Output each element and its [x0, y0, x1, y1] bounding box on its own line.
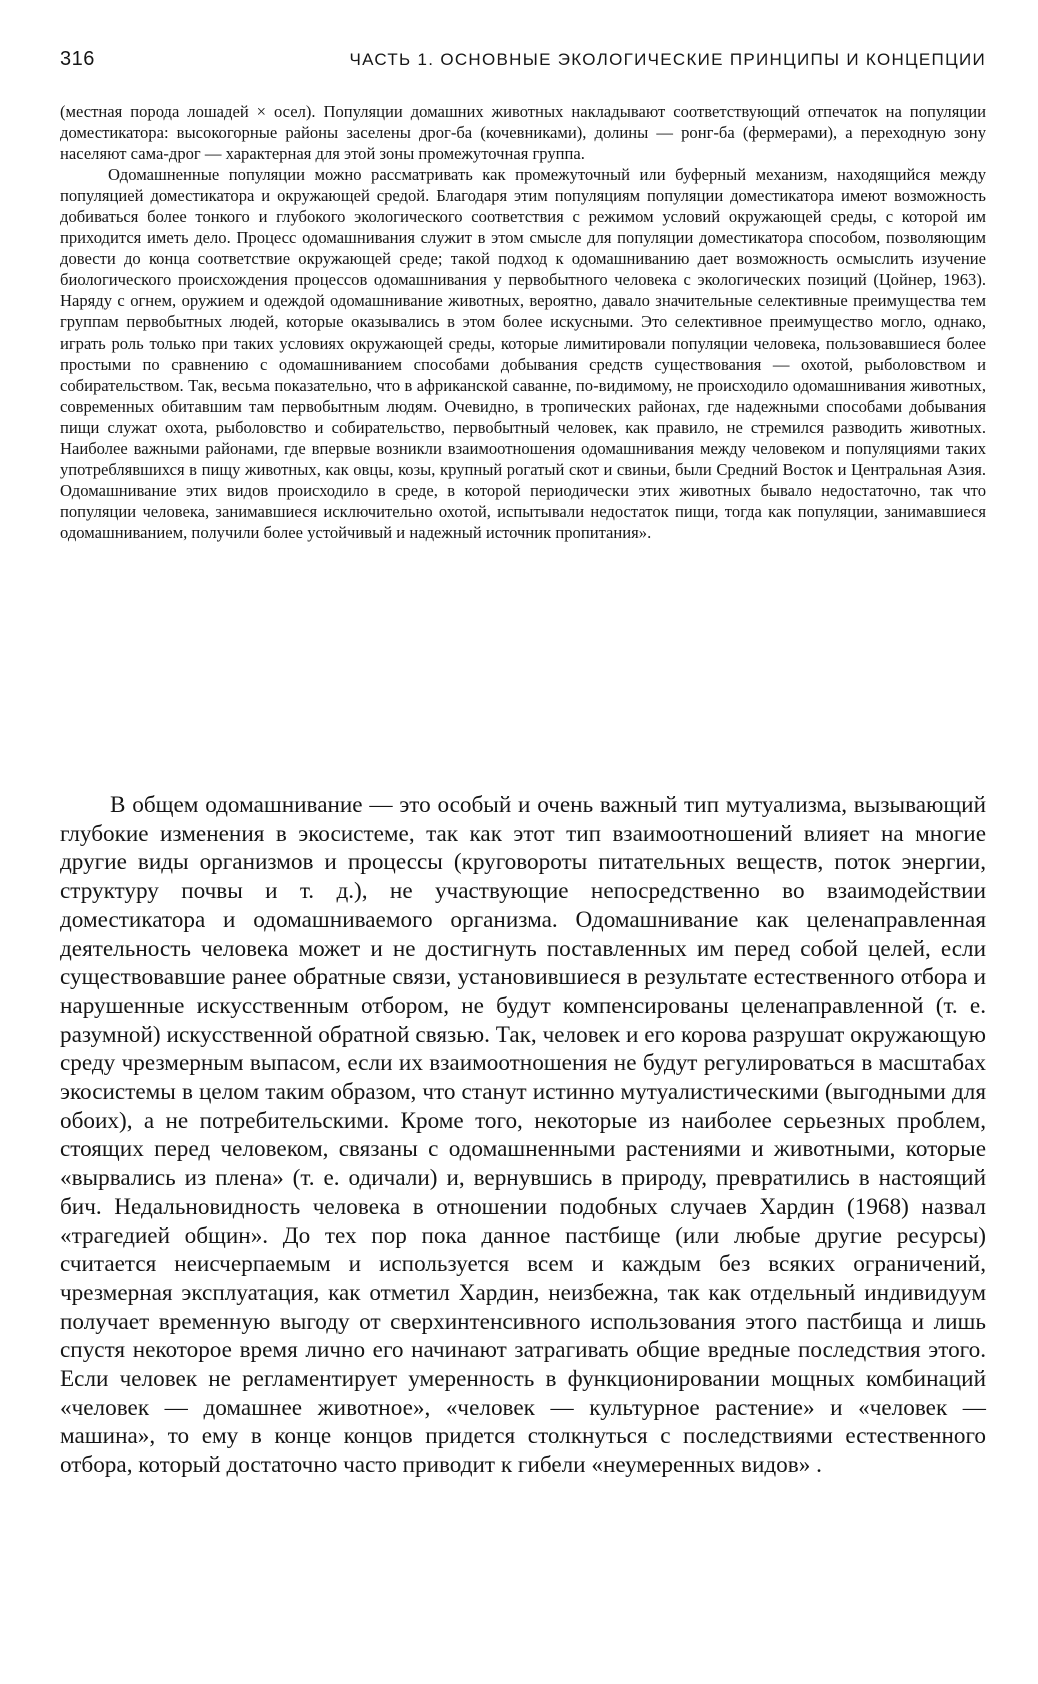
- body-paragraph: В общем одомашнивание — это особый и очень важный тип мутуализма, вызывающий глубокие изменения в экосистеме, так как этот тип взаимоотношений влияет на многие другие виды организмов и процессы (круговороты питательных веществ, поток энергии, структуру почвы и т. д.), не участвующие непосредственно во взаимодействии доместикатора и одомашниваемого организма. Одомашнивание как целенаправленная деятельность человека может и не достигнуть поставленных им перед собой целей, если существовавшие ранее обратные связи, установившиеся в результате естественного отбора и нарушенные искусственным отбором, не будут компенсированы целенаправленной (т. е. разумной) искусственной обратной связью. Так, человек и его корова разрушат окружающую среду чрезмерным выпасом, если их взаимоотношения не будут регулироваться в масштабах экосистемы в целом таким образом, что станут истинно мутуалистическими (выгодными для обоих), а не потребительскими. Кроме того, некоторые из наиболее серьезных проблем, стоящих перед человеком, связаны с одомашненными растениями и животными, которые «вырвались из плена» (т. е. одичали) и, вернувшись в природу, превратились в настоящий бич. Недальновидность человека в отношении подобных случаев Хардин (1968) назвал «трагедией общин». До тех пор пока данное пастбище (или любые другие ресурсы) считается неисчерпаемым и используется всем и каждым без всяких ограничений, чрезмерная эксплуатация, как отметил Хардин, неизбежна, так как отдельный индивидуум получает временную выгоду от сверхинтенсивного использования этого пастбища и лишь спустя некоторое время лично его начинают затрагивать общие вредные последствия этого. Если человек не регламентирует умеренность в функционировании мощных комбинаций «человек — домашнее животное», «человек — культурное растение» и «человек — машина», то ему в конце концов придется столкнуться с последствиями естественного отбора, который достаточно часто приводит к гибели «неумеренных видов» .: [60, 792, 986, 1479]
- page-header: [60, 48, 986, 78]
- page-number: 316: [60, 48, 95, 70]
- main-body-text: [60, 791, 986, 1480]
- small-print-paragraph: (местная порода лошадей × осел). Популяции домашних животных накладывают соответствующий отпечаток на популяции доместикатора: высокогорные районы заселены дрог-ба (кочевниками), долины — ронг-ба (фермерами), а переходную зону населяют сама-дрог — характерная для этой зоны промежуточная группа.: [60, 102, 986, 164]
- small-print-quotation: [60, 101, 986, 543]
- small-print-paragraph: Одомашненные популяции можно рассматривать как промежуточный или буферный механизм, находящийся между популяцией доместикатора и окружающей средой. Благодаря этим популяциям популяции доместикатора имеют возможность добиваться более тонкого и глубокого экологического соответствия с режимом условий окружающей среды, с которой им приходится иметь дело. Процесс одомашнивания служит в этом смысле для популяции доместикатора способом, позволяющим довести до конца соответствие окружающей среде; такой подход к одомашниванию дает возможность осмыслить изучение биологического происхождения процессов одомашнивания у первобытного человека с экологических позиций (Цойнер, 1963). Наряду с огнем, оружием и одеждой одомашнивание животных, вероятно, давало значительные селективные преимущества тем группам первобытных людей, которые оказывались в этом более искусными. Это селективное преимущество могло, однако, играть роль только при таких условиях окружающей среды, которые лимитировали популяции человека, пользовавшиеся более простыми по сравнению с одомашниванием способами добывания средств существования — охотой, рыболовством и собирательством. Так, весьма показательно, что в африканской саванне, по-видимому, не происходило одомашнивания животных, современных обитавшим там первобытным людям. Очевидно, в тропических районах, где надежными способами добывания пищи служат охота, рыболовство и собирательство, первобытный человек, как правило, не стремился разводить животных. Наиболее важными районами, где впервые возникли взаимоотношения одомашнивания между человеком и популяциями таких употреблявшихся в пищу животных, как овцы, козы, крупный рогатый скот и свиньи, были Средний Восток и Центральная Азия. Одомашнивание этих видов происходило в среде, в которой периодически этих животных бывало недостаточно, так что популяции человека, занимавшиеся исключительно охотой, испытывали недостаток пищи, тогда как популяции, занимавшиеся одомашниванием, получили более устойчивый и надежный источник пропитания».: [60, 165, 986, 542]
- running-head: ЧАСТЬ 1. ОСНОВНЫЕ ЭКОЛОГИЧЕСКИЕ ПРИНЦИПЫ И КОНЦЕПЦИИ: [349, 50, 986, 69]
